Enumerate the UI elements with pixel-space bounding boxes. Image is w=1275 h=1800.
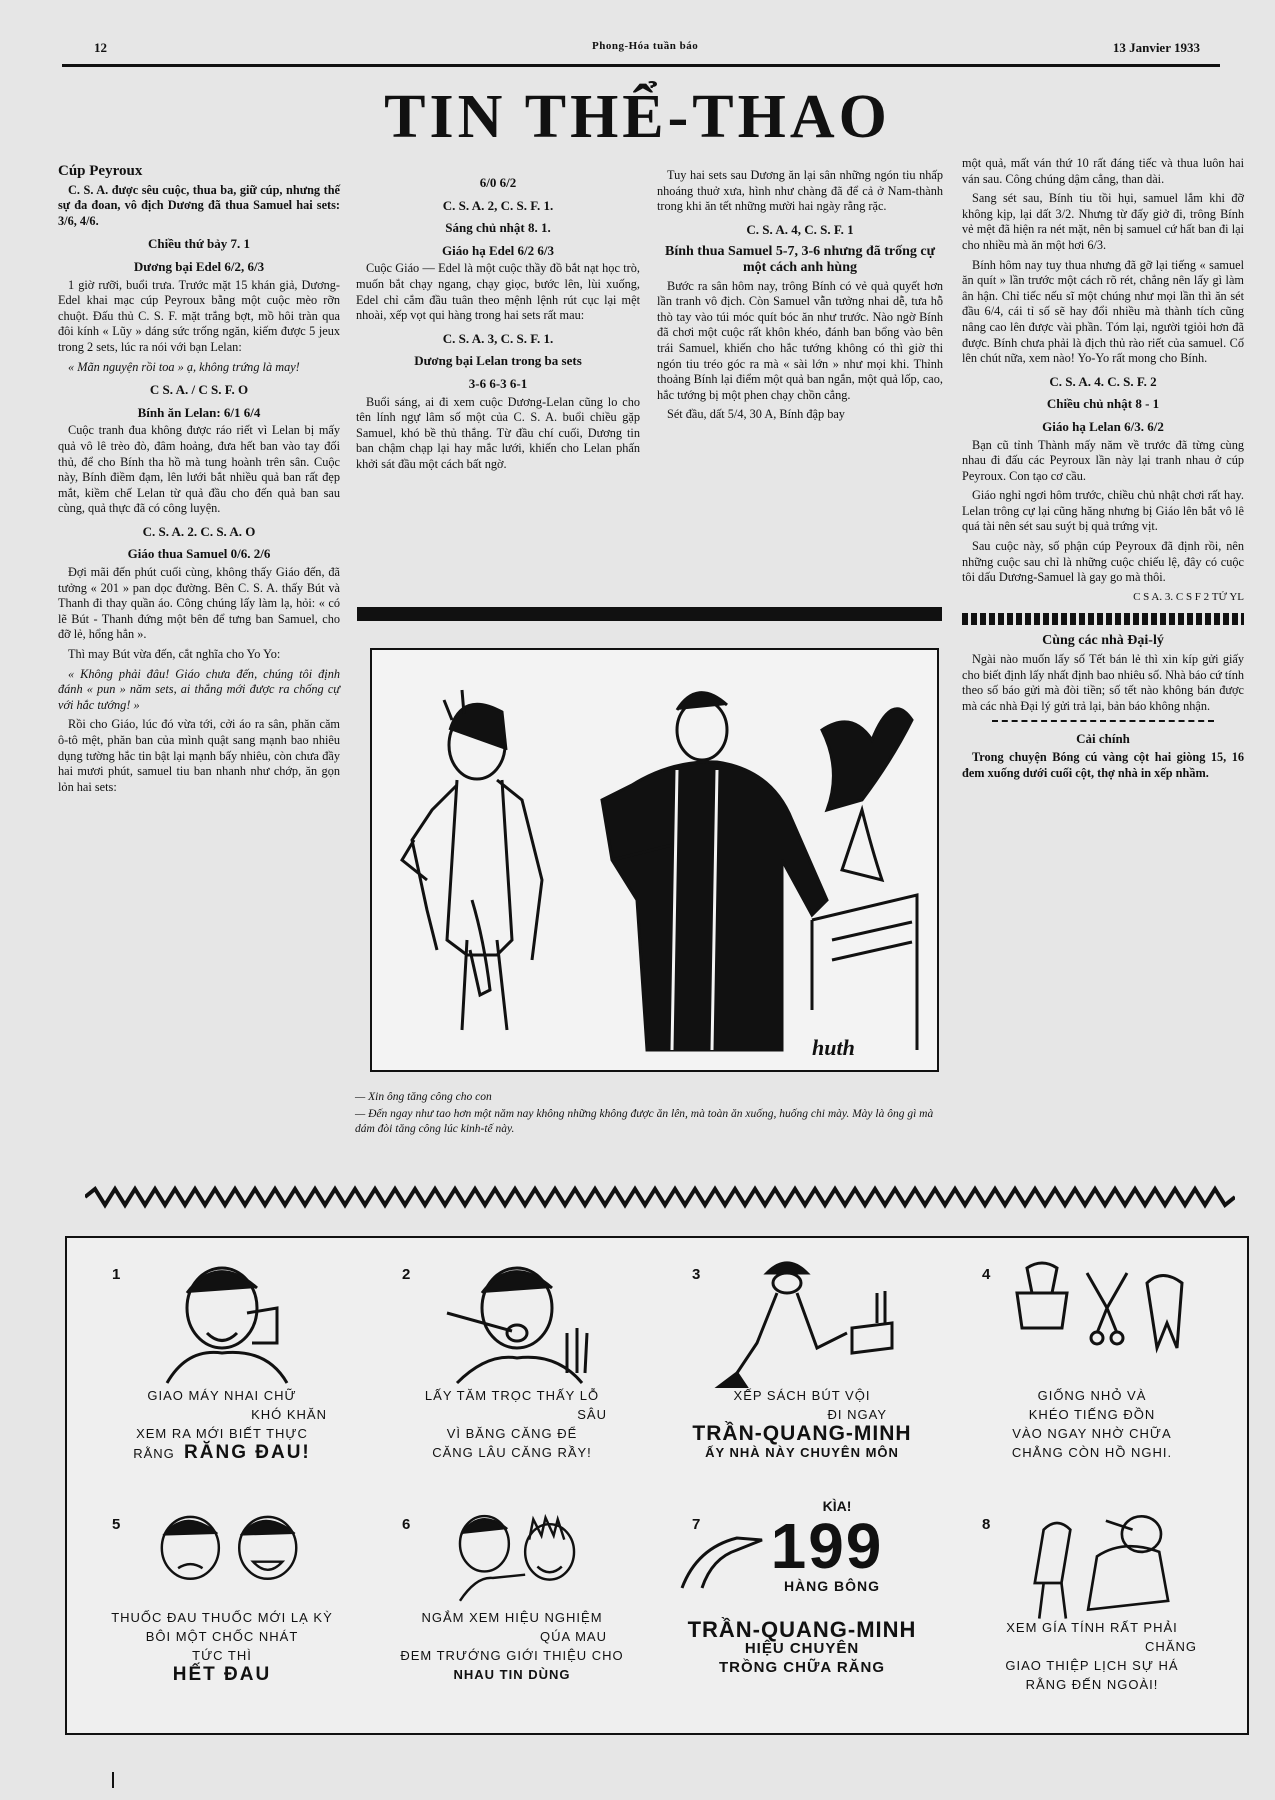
- issue-date: 13 Janvier 1933: [1112, 40, 1200, 55]
- print-mark: [112, 1772, 114, 1788]
- ad-line: GIAO MÁY NHAI CHỮ: [147, 1388, 297, 1403]
- paragraph: Thì may Bút vừa đến, cắt nghĩa cho Yo Yo:: [68, 647, 281, 662]
- subheading: Sáng chủ nhật 8. 1.: [445, 220, 551, 236]
- artist-signature: huth: [812, 1035, 855, 1060]
- ad-line: ĐI NGAY: [827, 1407, 887, 1422]
- subheading: Cùng các nhà Đại-lý: [1042, 633, 1164, 649]
- street-name: HÀNG BÔNG: [783, 1578, 881, 1594]
- ad-line: CHĂNG: [1145, 1639, 1197, 1654]
- ad-line: VÌ BĂNG CĂNG ĐỂ: [446, 1426, 578, 1441]
- panel-number: 4: [982, 1266, 991, 1283]
- ad-panel-5: [77, 1488, 367, 1728]
- article-column-3: [657, 168, 943, 427]
- header-rule: [62, 64, 1220, 67]
- panel-number: 5: [112, 1516, 121, 1533]
- subheading: Giáo hạ Lelan 6/3. 6/2: [1042, 418, 1164, 434]
- paragraph: Cuộc Giáo — Edel là một cuộc thầy đồ bắt nạt học trò, muốn bắt chạy ngang, chạy giọc, bước lên, lùi xuống, Edel chỉ cắm đầu tuân theo mệnh lệnh rút cục lại mệt nhoài, xếp vọt qui hàng trong hai sets rất mau:: [356, 261, 640, 323]
- paragraph: Trong chuyện Bóng cú vàng cột hai giòng 15, 16 đem xuống dưới cuối cột, thợ nhà in xếp nhầm.: [962, 750, 1244, 780]
- hand-pointer-icon: [677, 1528, 767, 1598]
- ad-line: BÔI MỘT CHỐC NHÁT: [145, 1629, 299, 1644]
- ad-line: XEM RA MỚI BIẾT THỰC: [136, 1426, 308, 1441]
- man-with-umbrella-illustration: [707, 1253, 907, 1388]
- ad-line: RẰNG: [133, 1446, 175, 1461]
- subheading: 3-6 6-3 6-1: [468, 375, 528, 391]
- caption-line: — Xin ông tăng công cho con: [355, 1091, 492, 1103]
- quote: « Mãn nguyện rồi toa » ạ, không trứng là may!: [68, 359, 300, 374]
- dentist-advertisement: [65, 1236, 1249, 1735]
- cartoon-illustration: [370, 648, 939, 1072]
- ad-text: [667, 1386, 937, 1462]
- ad-line: NHAU TIN DÙNG: [453, 1667, 571, 1682]
- ad-text: [957, 1618, 1227, 1694]
- ad-line: HIỆU CHUYÊN: [744, 1640, 860, 1657]
- subheading: Giáo hạ Edel 6/2 6/3: [442, 242, 554, 258]
- divider: [992, 720, 1214, 724]
- subheading: Dương bại Lelan trong ba sets: [414, 353, 582, 369]
- paragraph: Đợi mãi đến phút cuối cùng, không thấy Giáo đến, đã tưởng « 201 » pan dọc đường. Bên C. S. A. thấy Bút và Thanh đi thay quần áo. Công chúng lấy làm lạ, hỏi: « có lẽ Bút - Thanh đứng một bên để tưng ban Samuel, cho đỡ lẻ, hổng hẳn ».: [58, 565, 340, 642]
- ad-text: [377, 1386, 647, 1462]
- paragraph: Sang sét sau, Bính tiu tồi hụi, samuel lắm khi đỡ không kịp, lại dất 3/2. Nhưng từ đấy giở đi, trông Bính vẻ mệt đã hiện ra nét mặt, nên bị samuel cứ hất ban đi lại cho nhiều mà ăn một hơi 6/3.: [962, 191, 1244, 252]
- ad-emphasis: HẾT ĐAU: [172, 1664, 272, 1685]
- subheading: Cải chính: [1076, 731, 1130, 747]
- ad-line: GIAO THIỆP LỊCH SỰ HÁ: [1005, 1658, 1179, 1673]
- ad-text: [87, 1608, 357, 1684]
- zigzag-divider: [85, 1185, 1235, 1209]
- toothpick-man-illustration: [417, 1253, 617, 1388]
- subheading: Bính ăn Lelan: 6/1 6/4: [137, 404, 261, 420]
- paragraph: Sau cuộc này, số phận cúp Peyroux đã định rồi, nên những cuộc sau chỉ là những cuộc chiếu lệ, đây có cuộc tôi dấu Dương-Samuel là gay go mà thôi.: [962, 539, 1244, 585]
- panel-number: 8: [982, 1516, 991, 1533]
- dash-divider: [962, 613, 1244, 625]
- paragraph: Giáo nghỉ ngơi hôm trước, chiều chủ nhật chơi rất hay. Lelan trông cự lại cũng hăng nhưng bị Giáo lên bắt vô lê quá tài nên sét sau suýt bị quả trứng vịt.: [962, 488, 1244, 534]
- panel-number: 2: [402, 1266, 411, 1283]
- subheading: C. S. A. 3, C. S. F. 1.: [442, 330, 554, 346]
- dentist-chair-illustration: [997, 1503, 1197, 1623]
- ad-line: KHÓ KHĂN: [251, 1407, 327, 1422]
- subheading: C. S. A. 2, C. S. F. 1.: [442, 197, 554, 213]
- cartoon-drawing: [372, 650, 937, 1070]
- section-bar: [357, 607, 942, 621]
- ad-panel-2: [367, 1238, 657, 1478]
- ad-panel-7: [657, 1488, 947, 1728]
- paragraph: Buổi sáng, ai đi xem cuộc Dương-Lelan cũng lo cho tên lính ngự lâm số một của C. S. A. buổi chiều gặp Samuel, khó bề thủ thắng. Từ đầu chí cuối, Dương tin ban chậm chạp lại hay mắc lưới, khiến cho Lelan phấn khởi sát đầu một cách bất ngờ.: [356, 394, 640, 471]
- section-heading: Cúp Peyroux: [58, 163, 143, 179]
- quote: « Không phải đâu! Giáo chưa đến, chúng tôi định đánh « pun » năm sets, ai thắng mới được ra chống cự với hắc tướng! »: [58, 666, 340, 712]
- ad-text: [667, 1617, 937, 1677]
- subheading: Chiều thứ bảy 7. 1: [147, 236, 251, 252]
- panel-number: 7: [692, 1516, 701, 1533]
- ad-line: CĂNG LÂU CĂNG RẦY!: [432, 1445, 592, 1460]
- ad-line: LẤY TĂM TRỌC THẤY LỖ: [424, 1388, 600, 1403]
- panel-number: 3: [692, 1266, 701, 1283]
- ad-text: [87, 1386, 357, 1463]
- paragraph: Bạn cũ tỉnh Thành mấy năm về trước đã từng cùng nhau đi đấu các Peyroux lần này lại tranh nhau ở cúp Peyroux. Con tạo cơ cầu.: [962, 437, 1244, 483]
- panel-number: 6: [402, 1516, 411, 1533]
- ad-line: CHẲNG CÒN HỒ NGHI.: [1011, 1445, 1173, 1460]
- ad-line: RẰNG ĐẾN NGOÀI!: [1025, 1677, 1159, 1692]
- subheading: C S. A. / C S. F. O: [149, 382, 249, 398]
- signature: C S A. 3. C S F 2 TỬ YL: [1133, 590, 1244, 603]
- ad-panel-3: [657, 1238, 947, 1478]
- subheading: C. S. A. 4. C. S. F. 2: [1049, 373, 1157, 389]
- article-column-2: [356, 168, 640, 477]
- ad-line: TRỒNG CHỮA RĂNG: [718, 1659, 886, 1676]
- article-column-1: [58, 160, 340, 799]
- ad-line: VÀO NGAY NHỜ CHỮA: [1012, 1426, 1172, 1441]
- subheading: Chiều chủ nhật 8 - 1: [1046, 396, 1160, 412]
- paragraph: Rồi cho Giáo, lúc đó vừa tới, cởi áo ra sân, phăn căm ô-tô mệt, phăn ban của mình quật sang mạnh bao nhiêu dụng tường hắc tin bật lại mạnh bấy nhiêu, còn chưa đầy hai mươi phút, samuel tiu ban nhanh như chớp, ăn gọn lỏn hai sets:: [58, 717, 340, 794]
- paragraph: Bính hôm nay tuy thua nhưng đã gỡ lại tiếng « samuel ăn quít » lần trước một cách rõ rét, chẳng nên lấy gì làm ân hận. Chỉ tiếc nếu sĩ một chúng như mọi lần thì ăn sét đầu 6/4, cái tỉ số sẽ hay đổi nhiều mà thành tích cũng nâng cao lên được vài phần. Tóm lại, người tgiỏi hơn đã được. Bính chưa phải là địch thủ rào riết của samuel. Cố lên chút nữa, xem nào! Yo-Yo rất mong cho Bính.: [962, 257, 1244, 366]
- ad-line: KHÉO TIẾNG ĐỒN: [1028, 1407, 1156, 1422]
- ad-text: [377, 1608, 647, 1684]
- ad-line: THUỐC ĐAU THUỐC MỚI LẠ KỲ: [111, 1610, 333, 1625]
- paragraph: Cuộc tranh đua không được ráo riết vì Lelan bị mấy quả vô lê trèo đò, đâm hoảng, đưa hết ban vào tay đối thủ, để cho Bính tha hồ mà tung hoành trên sân. Cuộc này, Bính điềm đạm, lên lưới bắt nhiều quả ban rất đẹp mắt, kiềm chế Lelan từ quả đầu cho đến quả ban sau cùng, quả thực đã có công luyện.: [58, 423, 340, 516]
- ad-line: GIỐNG NHỎ VÀ: [1037, 1388, 1147, 1403]
- ad-line: ĐEM TRƯỚNG GIỚI THIỆU CHO: [400, 1648, 624, 1663]
- ad-line: QÚA MAU: [540, 1629, 607, 1644]
- ad-exclaim: KÌA!: [822, 1498, 852, 1514]
- ad-line: XEM GÍA TÍNH RẤT PHẢI: [1006, 1620, 1178, 1635]
- ad-panel-8: [947, 1488, 1237, 1728]
- panel-number: 1: [112, 1266, 121, 1283]
- subheading: Bính thua Samuel 5-7, 3-6 nhưng đã trống cự một cách anh hùng: [664, 244, 936, 275]
- ad-line: NGẮM XEM HIỆU NGHIỆM: [421, 1610, 603, 1625]
- paragraph: Ngài nào muốn lấy số Tết bán lẻ thì xin kíp gửi giấy cho biết định lấy nhất định bao nhiêu số. Nhà báo cứ tính theo số báo gửi mà đòi tiền; số tết nào không bán được mà các nhà Đại lý gửi trả lại, bản báo không nhận.: [962, 652, 1244, 713]
- page-number: 12: [94, 40, 107, 55]
- two-men-talking-illustration: [417, 1503, 617, 1613]
- page-header: [62, 38, 1220, 60]
- subheading: C. S. A. 2. C. S. A. O: [142, 523, 256, 539]
- toothache-man-illustration: [127, 1253, 327, 1388]
- ad-panel-6: [367, 1488, 657, 1728]
- caption-line: — Đến ngay như tao hơn một năm nay không những không được ăn lên, mà toàn ăn xuống, huống chi mày. Mày là ông gì mà dám đòi tăng công lúc kinh-tế này.: [355, 1108, 934, 1135]
- paragraph: Tuy hai sets sau Dương ăn lại sân những ngón tiu nhấp nhoáng thuở xưa, hình như chàng đã để cả ở Nam-thành trong khi ăn tết những mười hai ngày rằng rặc.: [657, 168, 943, 214]
- ad-line: ẤY NHÀ NÀY CHUYÊN MÔN: [705, 1445, 899, 1460]
- paragraph: một quả, mất ván thứ 10 rất đáng tiếc và thua luôn hai ván sau. Công chúng dậm cẳng, than dài.: [962, 156, 1244, 186]
- ad-panel-4: [947, 1238, 1237, 1478]
- ad-panel-1: [77, 1238, 367, 1478]
- subheading: Giáo thua Samuel 0/6. 2/6: [127, 546, 271, 562]
- subheading: C. S. A. 4, C. S. F. 1: [746, 221, 854, 237]
- cartoon-caption: [355, 1090, 955, 1139]
- street-number: 199: [770, 1510, 884, 1582]
- ad-text: [957, 1386, 1227, 1462]
- page-title: TIN THỂ-THAO: [384, 83, 891, 151]
- paragraph: C. S. A. được sêu cuộc, thua ba, giữ cúp, nhưng thế sự đa đoan, vô địch Dương đã thua Samuel hai sets: 3/6, 4/6.: [58, 182, 340, 228]
- tooth-and-tools-illustration: [997, 1253, 1197, 1388]
- article-column-4: [962, 156, 1244, 785]
- score-line: 6/0 6/2: [479, 175, 517, 190]
- ad-line: TỨC THÌ: [192, 1648, 252, 1663]
- ad-brand: TRẦN-QUANG-MINH: [687, 1617, 917, 1642]
- ad-emphasis: RĂNG ĐAU!: [184, 1442, 311, 1463]
- paragraph: 1 giờ rưỡi, buổi trưa. Trước mặt 15 khán giả, Dương-Edel khai mạc cúp Peyroux bằng một cuộc mèo rỡn chuột. Đấu thủ C. S. F. mặt trắng bợt, mồ hôi tràn qua đôi kính « Lũy » dáng sức trống ngăn, kiếm được 5 jeux trong 2 sets, lúc ra nói với bạn Lelan:: [58, 277, 340, 354]
- paragraph: Sét đầu, dất 5/4, 30 A, Bính đập bay: [667, 407, 845, 422]
- paragraph: Bước ra sân hôm nay, trông Bính có vẻ quả quyết hơn lần tranh vô địch. Còn Samuel vẫn tưởng nhai dễ, tưa hỗ thò tay vào túi móc quít bóc ăn như trước. Nào ngờ Bính đã chơi một cuộc rất khôn khéo, đánh ban bổng vào bên trái Samuel, khiến cho hắc tướng không có thì giờ thi ngón tiu tréo góc ra mà « sài lớn » như mọi khi. Thỉnh thoảng Bính lại điểm một quả ban ngắn, một quả lốp, cao, hắc tướng bị một phen chạy chồn cẳng.: [657, 278, 943, 402]
- paper-name: Phong-Hóa tuần báo: [592, 40, 699, 52]
- ad-brand: TRẦN-QUANG-MINH: [692, 1422, 912, 1445]
- ad-line: XẾP SÁCH BÚT VỘI: [733, 1388, 871, 1403]
- ad-line: SÂU: [577, 1407, 607, 1422]
- two-faces-illustration: [127, 1503, 327, 1613]
- subheading: Dương bại Edel 6/2, 6/3: [133, 258, 265, 274]
